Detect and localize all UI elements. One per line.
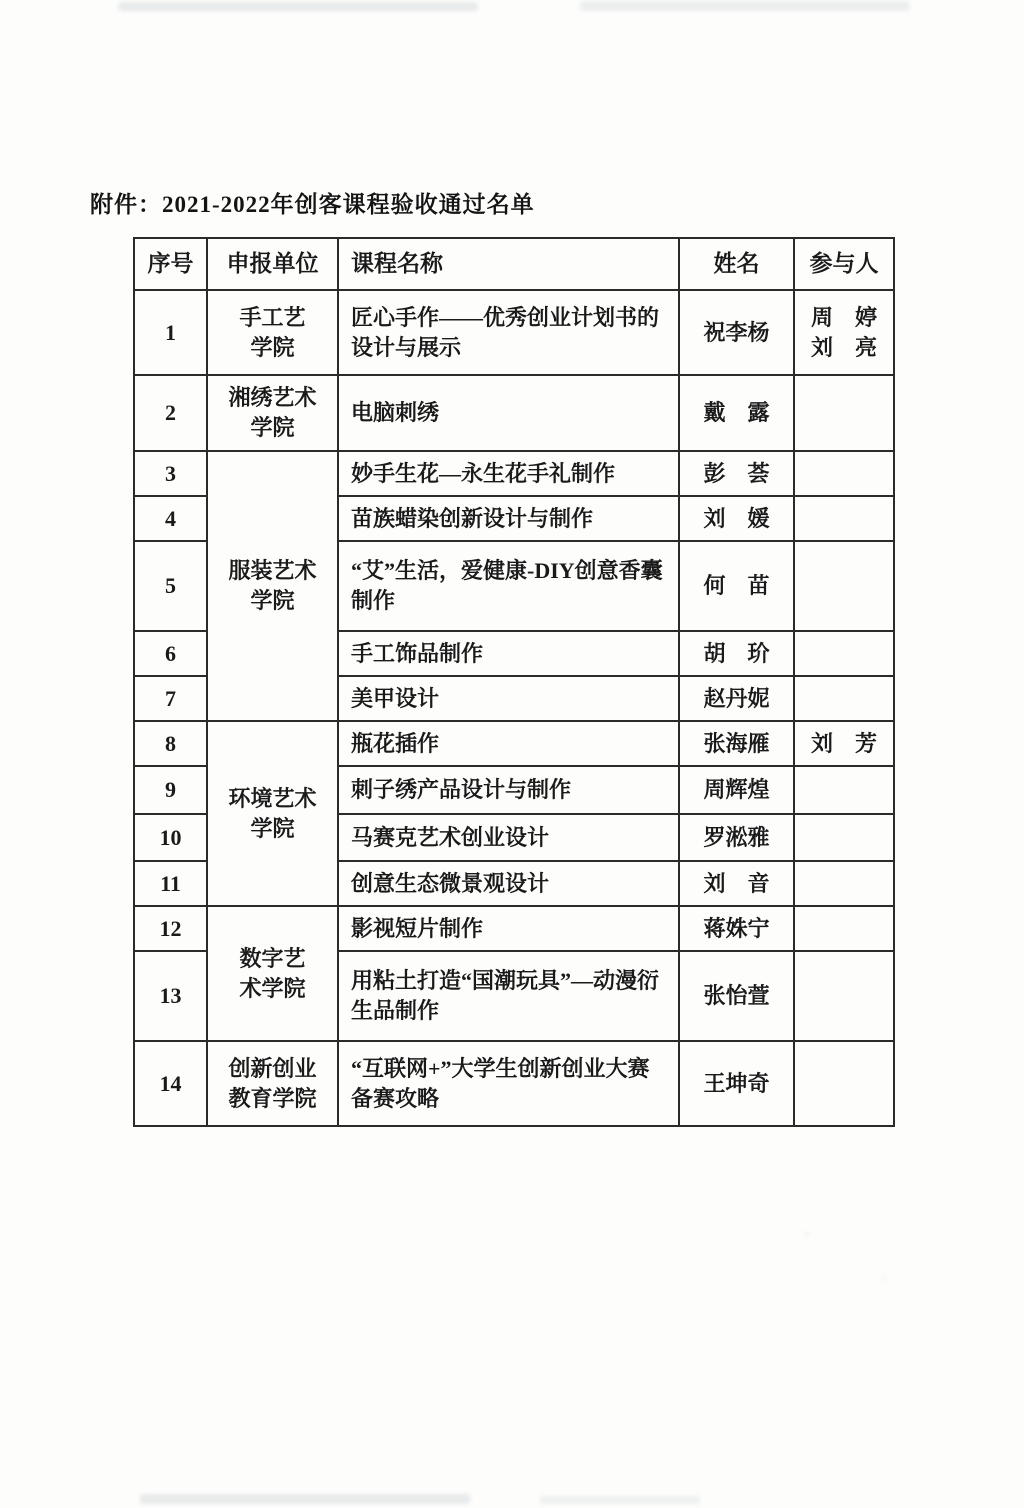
row-number-cell: 2 (134, 375, 207, 451)
participant-line: 刘 亮 (810, 334, 877, 360)
row-number-cell: 13 (134, 951, 207, 1041)
unit-line: 服装艺术 (228, 558, 317, 583)
participant-cell (794, 290, 894, 375)
row-number-cell: 8 (134, 721, 207, 766)
teacher-name-cell: 罗淞雅 (679, 814, 794, 861)
teacher-name-cell: 胡 玠 (679, 631, 794, 676)
unit-line: 学院 (250, 415, 295, 440)
teacher-name-cell: 何 苗 (679, 541, 794, 631)
row-number-cell: 3 (134, 451, 207, 496)
course-name-cell: 电脑刺绣 (338, 375, 679, 451)
participant-cell (794, 496, 894, 541)
unit-line: 教育学院 (228, 1085, 317, 1111)
row-number-cell: 14 (134, 1041, 207, 1126)
unit-line: 手工艺 (239, 304, 306, 330)
course-acceptance-table (133, 237, 895, 1127)
unit-cell (207, 290, 338, 375)
course-name-cell: 瓶花插作 (338, 721, 679, 766)
row-number-cell: 7 (134, 676, 207, 721)
course-name-cell: 用粘土打造“国潮玩具”—动漫衍生品制作 (338, 951, 679, 1041)
table-row (134, 451, 894, 496)
teacher-name-cell: 赵丹妮 (679, 676, 794, 721)
unit-line: 学院 (250, 815, 295, 841)
table-row (134, 721, 894, 766)
course-name-cell: “互联网+”大学生创新创业大赛备赛攻略 (338, 1041, 679, 1126)
table-row (134, 375, 894, 451)
row-number-cell: 4 (134, 496, 207, 541)
participant-cell (794, 1041, 894, 1126)
unit-line: 环境艺术 (228, 785, 317, 811)
scan-artifact-top (580, 1, 910, 11)
unit-cell (207, 721, 338, 906)
unit-line: 湘绣艺术 (228, 385, 317, 410)
course-name-cell: 手工饰品制作 (338, 631, 679, 676)
scan-artifact-bottom (140, 1494, 470, 1504)
row-number-cell: 12 (134, 906, 207, 951)
unit-line: 创新创业 (228, 1055, 317, 1081)
teacher-name-cell: 王坤奇 (679, 1041, 794, 1126)
teacher-name-cell: 戴 露 (679, 375, 794, 451)
course-name-cell: “艾”生活，爱健康-DIY创意香囊制作 (338, 541, 679, 631)
participant-cell (794, 814, 894, 861)
attachment-title: 附件：2021-2022年创客课程验收通过名单 (90, 192, 535, 217)
row-number-cell: 6 (134, 631, 207, 676)
row-number-cell: 11 (134, 861, 207, 906)
teacher-name-cell: 张怡萱 (679, 951, 794, 1041)
scan-speck (805, 1232, 809, 1236)
participant-cell (794, 375, 894, 451)
teacher-name-cell: 刘 音 (679, 861, 794, 906)
unit-line: 术学院 (239, 975, 306, 1001)
participant-cell (794, 451, 894, 496)
participant-cell (794, 766, 894, 814)
participant-cell (794, 906, 894, 951)
table-row (134, 906, 894, 951)
row-number-cell: 10 (134, 814, 207, 861)
scan-artifact-top (118, 2, 478, 11)
course-name-cell: 美甲设计 (338, 676, 679, 721)
unit-cell (207, 375, 338, 451)
participant-line: 周 婷 (810, 304, 877, 330)
participant-line: 刘 芳 (810, 730, 877, 756)
unit-cell (207, 451, 338, 721)
col-header-participant: 参与人 (794, 238, 894, 290)
course-name-cell: 苗族蜡染创新设计与制作 (338, 496, 679, 541)
teacher-name-cell: 张海雁 (679, 721, 794, 766)
participant-cell (794, 861, 894, 906)
course-name-cell: 影视短片制作 (338, 906, 679, 951)
unit-line: 学院 (250, 334, 295, 360)
unit-line: 学院 (250, 588, 295, 613)
table-header-row (134, 238, 894, 290)
teacher-name-cell: 蒋姝宁 (679, 906, 794, 951)
course-name-cell: 匠心手作——优秀创业计划书的设计与展示 (338, 290, 679, 375)
teacher-name-cell: 彭 荟 (679, 451, 794, 496)
col-header-unit: 申报单位 (207, 238, 338, 290)
course-name-cell: 马赛克艺术创业设计 (338, 814, 679, 861)
unit-cell (207, 1041, 338, 1126)
scan-speck (882, 1276, 886, 1280)
col-header-course: 课程名称 (338, 238, 679, 290)
teacher-name-cell: 周辉煌 (679, 766, 794, 814)
teacher-name-cell: 祝李杨 (679, 290, 794, 375)
participant-cell (794, 721, 894, 766)
unit-line: 数字艺 (239, 945, 306, 971)
unit-cell (207, 906, 338, 1041)
col-header-no: 序号 (134, 238, 207, 290)
course-name-cell: 妙手生花—永生花手礼制作 (338, 451, 679, 496)
scan-artifact-bottom (540, 1496, 700, 1504)
participant-cell (794, 676, 894, 721)
row-number-cell: 5 (134, 541, 207, 631)
table-row (134, 1041, 894, 1126)
participant-cell (794, 631, 894, 676)
row-number-cell: 9 (134, 766, 207, 814)
table-body (134, 290, 894, 1126)
participant-cell (794, 541, 894, 631)
course-name-cell: 创意生态微景观设计 (338, 861, 679, 906)
table-row (134, 290, 894, 375)
course-name-cell: 刺子绣产品设计与制作 (338, 766, 679, 814)
participant-cell (794, 951, 894, 1041)
teacher-name-cell: 刘 媛 (679, 496, 794, 541)
col-header-name: 姓名 (679, 238, 794, 290)
row-number-cell: 1 (134, 290, 207, 375)
